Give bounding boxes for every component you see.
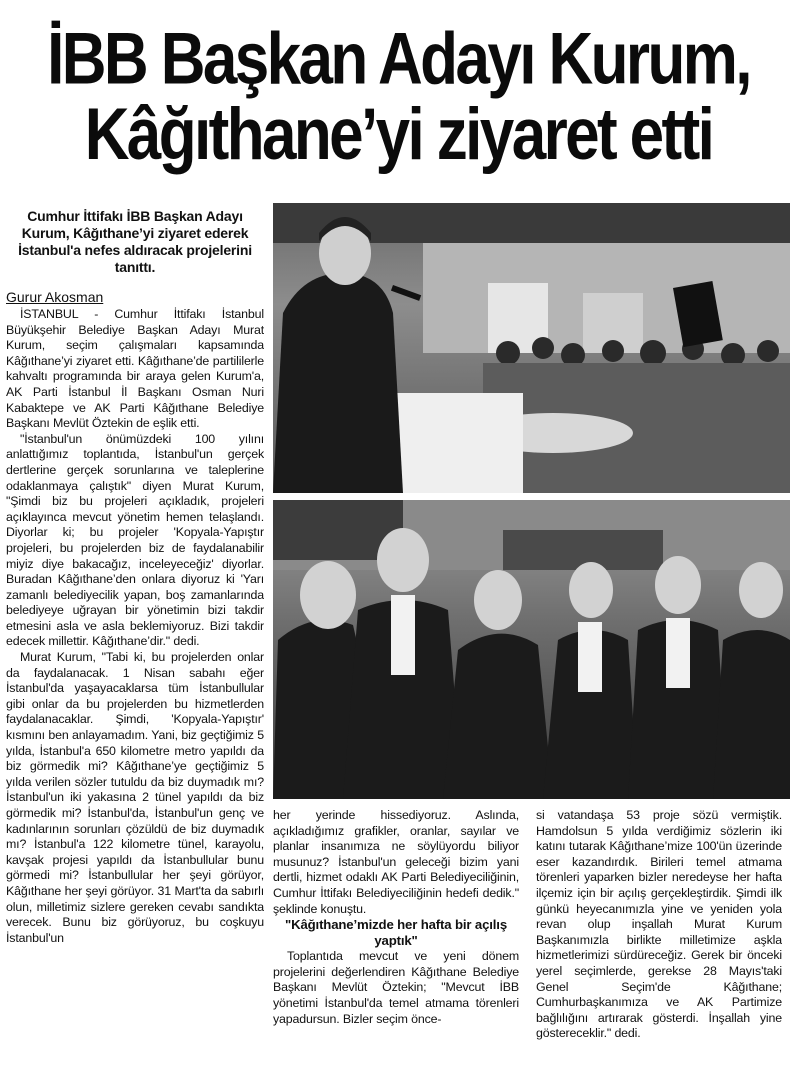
headline-line-2: Kâğıthane’yi ziyaret etti — [84, 93, 713, 176]
headline — [0, 18, 797, 176]
headline-line-1: İBB Başkan Adayı Kurum, — [47, 18, 750, 100]
photo-speaker-illustration — [273, 203, 790, 493]
article-column-1 — [6, 307, 264, 1067]
photo-group-illustration — [273, 500, 790, 799]
paragraph: her yerinde hissediyoruz. Aslında, açıkladığımız grafikler, oranlar, sayılar ve planlar insanımıza ne söylüyordu biliyor musunuz? İstanbul'un geleceği bizim yani dertli, hizmet odaklı AK Parti Belediyeciliğinin, Cumhur İttifakı Belediyeciliğinin hedefi dedik." şeklinde konuştu. — [273, 808, 519, 916]
lead-summary: Cumhur İttifakı İBB Başkan Adayı Kurum, Kâğıthane’yi ziyaret ederek İstanbul'a nefes aldıracak projelerini tanıttı. — [18, 208, 252, 275]
photo-speaker-at-podium — [273, 203, 790, 493]
photo-group-of-officials — [273, 500, 790, 799]
byline: Gurur Akosman — [6, 289, 104, 305]
paragraph: Murat Kurum, "Tabi ki, bu projelerden onlar da faydalanacak. 1 Nisan sabahı eğer İstanbul'da yaşayacaklarsa tüm İstanbullular gibi onlar da bu projelerden bu hizmetlerden faydalanacaklar. Şimdi, 'Kopyala-Yapıştır' kısmını ben anlayamadım. Yani, biz geçtiğimiz 5 yılda, İstanbul'a 650 kilometre metro yapıldı da biz görmedik mi? Kâğıthane’ye geçtiğimiz 5 yılda verilen sözler tutuldu da biz duymadık mı? İstanbul'un iki yakasına 2 tünel yapıldı da biz görmedik mi? İstanbul'da, İstanbul'un genç ve kadınlarının sorunları çözüldü de biz duymadık mı? İstanbul'a 122 kilometre tünel, karayolu, kavşak projesi yapıldı da İstanbullular bunu görmedi mi? İstanbullular her şeyi görüyor, Kâğıthane her şeyi görüyor. 31 Mart'ta da sabırlı olun, milletimiz sizlere gereken cevabı sandıkta verecek. Bunu biz görüyoruz, bu coşkuyu İstanbul'un — [6, 650, 264, 945]
paragraph: si vatandaşa 53 proje sözü vermiştik. Hamdolsun 5 yılda verdiğimiz sözlerin iki katını tutarak Kâğıthane’mize 100'ün üzerinde eser kazandırdık. Birileri temel atmama törenleri yaparken bizler neredeyse her hafta ilçemiz için bir açılış gerçekleştirdik. Şimdi ilk günkü heyecanımızla yine ve yeniden yola revan olup inşallah Murat Kurum Başkanımızla birlikte milletimize aşkla hizmetlerimizi sürdüreceğiz. Gerek bir önceki yerel seçimlerde, gerekse 28 Mayıs'taki Genel Seçim'de Kâğıthane; Cumhurbaşkanımıza ve AK Partimize bağlılığını artırarak gösterdi. İnşallah yine göstereceklir." dedi. — [536, 808, 782, 1041]
paragraph: Toplantıda mevcut ve yeni dönem projelerini değerlendiren Kâğıthane Belediye Başkanı Mevlüt Öztekin; "Mevcut İBB yönetimi İstanbul'da temel atmama törenleri yapadursun. Bizler seçim önce- — [273, 949, 519, 1026]
paragraph: İSTANBUL - Cumhur İttifakı İstanbul Büyükşehir Belediye Başkan Adayı Murat Kurum, seçim çalışmaları kapsamında Kâğıthane’yi ziyaret etti. Kâğıthane’de partililerle kahvaltı programında bir araya gelen Kurum'a, AK Parti İstanbul İl Başkanı Osman Nuri Kabaktepe ve AK Parti Kâğıthane Belediye Başkanı Mevlüt Öztekin de eşlik etti. — [6, 307, 264, 431]
article-column-2 — [273, 808, 519, 1068]
article-column-3 — [536, 808, 782, 1068]
paragraph: "İstanbul'un önümüzdeki 100 yılını anlattığımız toplantıda, İstanbul'un gerçek dertlerine gerçek sorunlarına ve taleplerine odaklanmaya çalıştık" diyen Murat Kurum, "Şimdi biz bu projeleri açıkladık, projeleri açıklayınca mevcut yönetim hemen telaşlandı. Diyorlar ki; bu projeler 'Kopyala-Yapıştır projeleri, bu projelerden biz de faydalanabilir miyiz diye bakacağız, inceleyeceğiz' diyorlar. Buradan Kâğıthane’den onlara diyoruz ki 'Yarı zamanlı belediyecilik yapan, boş zamanlarında belediyeye uğrayan bir yönetimin bizi takdir etmesini asla ve asla beklemiyoruz. Bizi takdir edecek millettir. Kâğıthane’dir." dedi. — [6, 431, 264, 649]
subheading: "Kâğıthane’mizde her hafta bir açılış yaptık" — [284, 917, 508, 949]
